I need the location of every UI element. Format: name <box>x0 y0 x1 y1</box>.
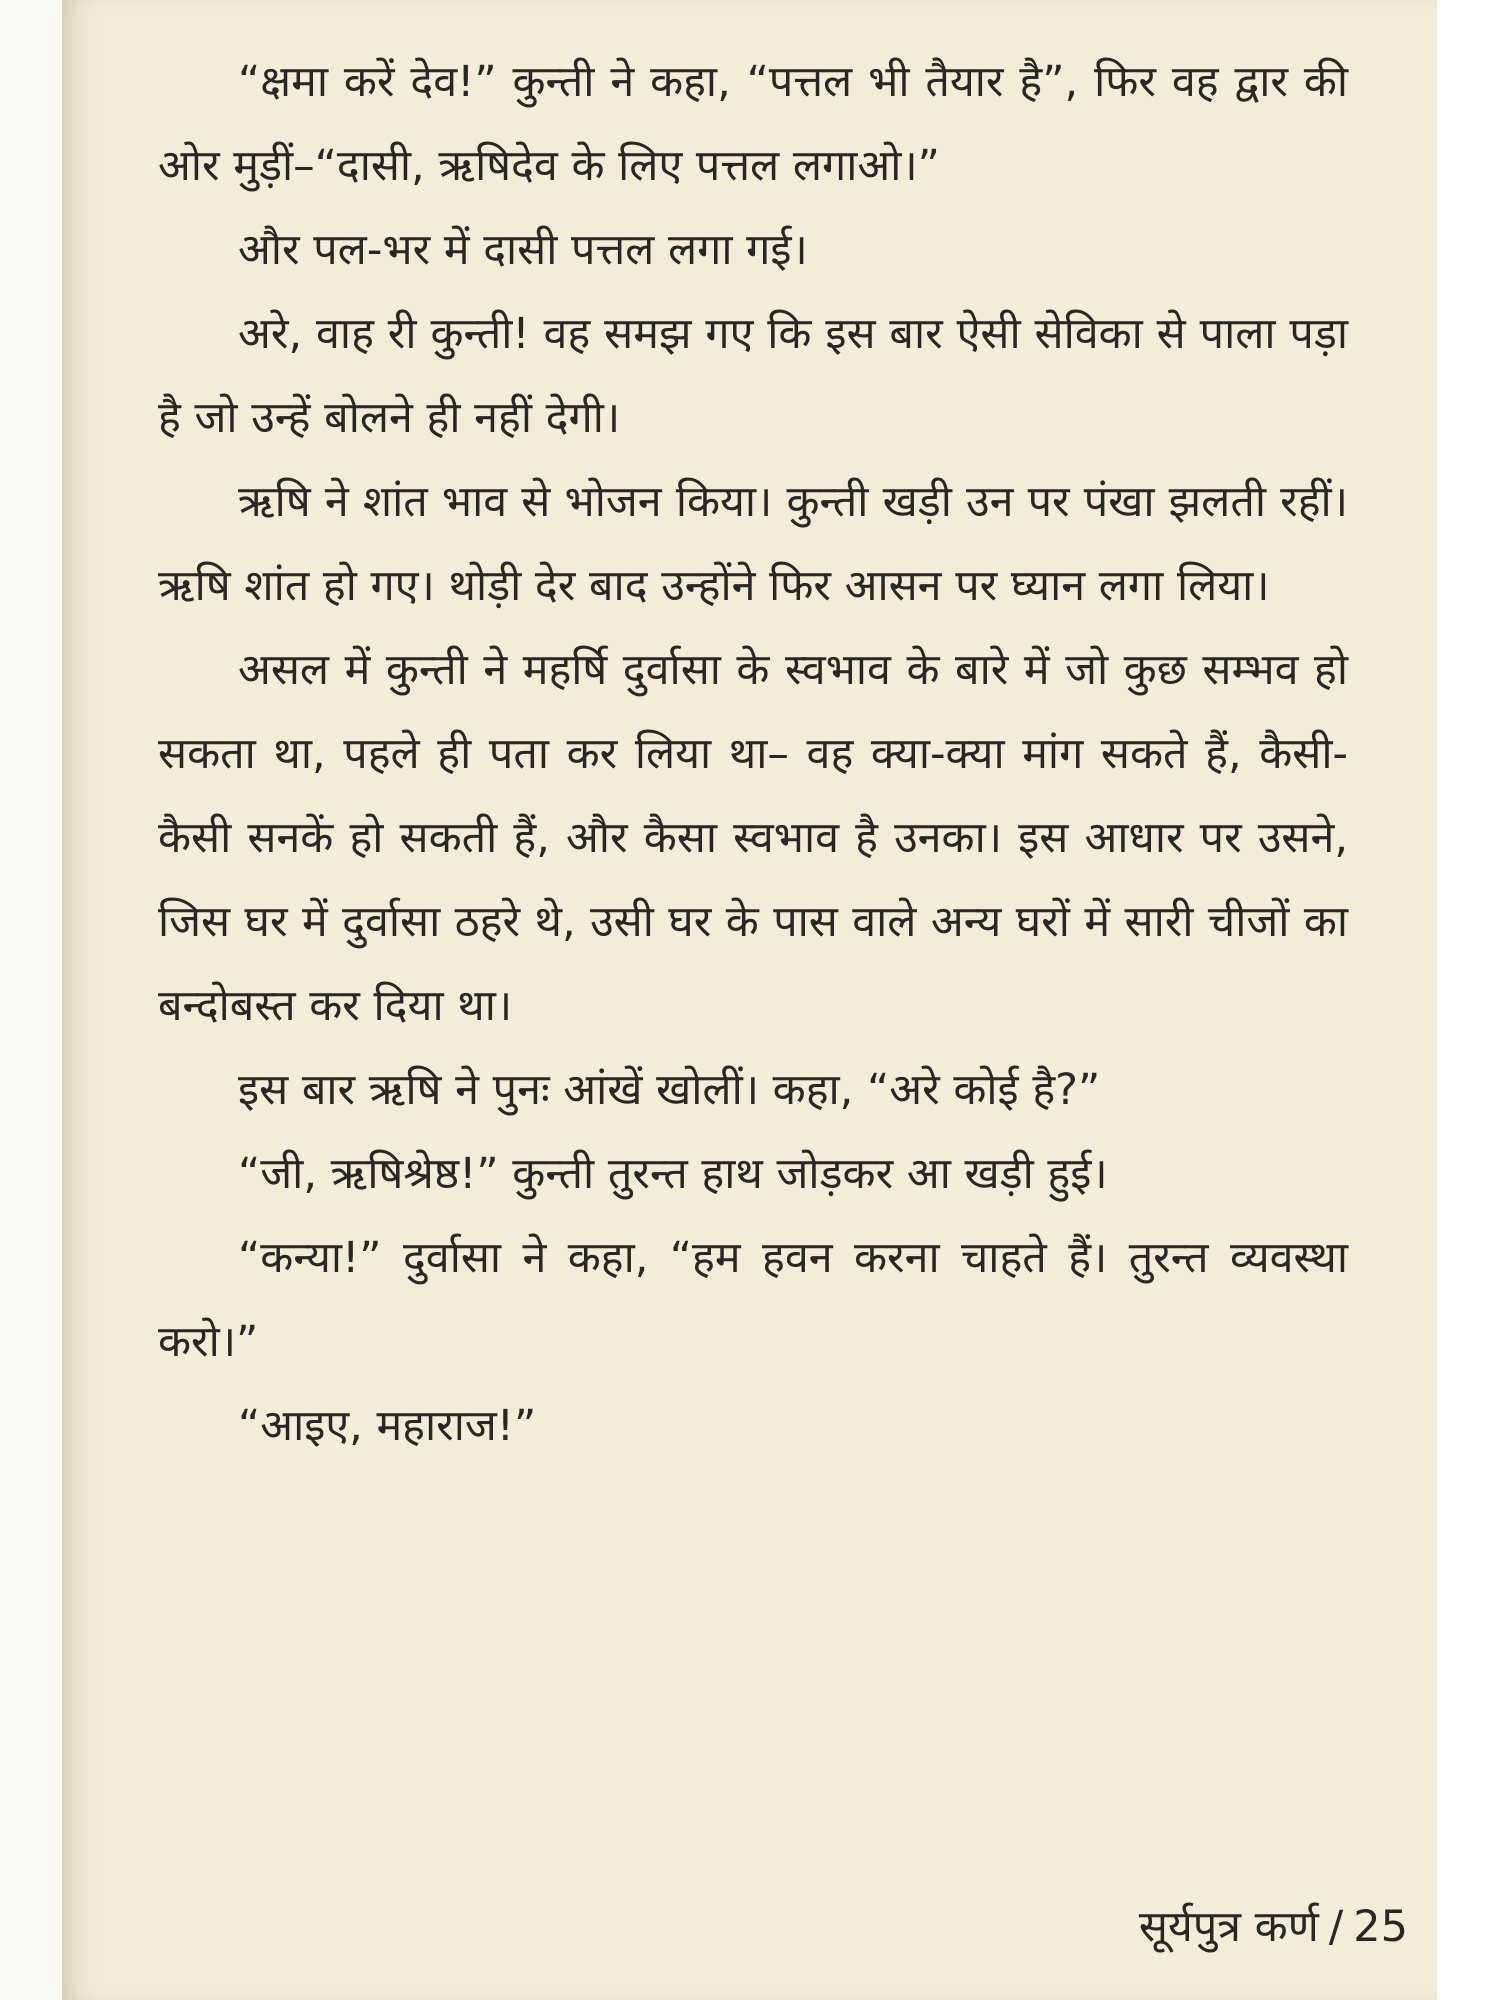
footer-separator: / <box>1328 1902 1344 1952</box>
paragraph: “क्षमा करें देव!” कुन्ती ने कहा, “पत्तल भी तैयार है”, फिर वह द्वार की ओर मुड़ीं–“दासी, ऋषिदेव के लिए पत्तल लगाओ।” <box>158 57 1348 191</box>
paragraph: और पल-भर में दासी पत्तल लगा गई। <box>238 225 808 275</box>
book-title: सूर्यपुत्र कर्ण <box>1138 1902 1319 1952</box>
paragraph: “कन्या!” दुर्वासा ने कहा, “हम हवन करना चाहते हैं। तुरन्त व्यवस्था करो।” <box>158 1233 1348 1367</box>
paragraph: असल में कुन्ती ने महर्षि दुर्वासा के स्वभाव के बारे में जो कुछ सम्भव हो सकता था, पहले ही पता कर लिया था– वह क्या-क्या मांग सकते हैं, कैसी-कैसी सनकें हो सकती हैं, और कैसा स्वभाव है उनका। इस आधार पर उसने, जिस घर में दुर्वासा ठहरे थे, उसी घर के पास वाले अन्य घरों में सारी चीजों का बन्दोबस्त कर दिया था। <box>158 645 1348 1031</box>
paragraph: ऋषि ने शांत भाव से भोजन किया। कुन्ती खड़ी उन पर पंखा झलती रहीं। ऋषि शांत हो गए। थोड़ी देर बाद उन्होंने फिर आसन पर घ्यान लगा लिया। <box>158 477 1348 611</box>
page-margin <box>0 0 62 2000</box>
paragraph: अरे, वाह री कुन्ती! वह समझ गए कि इस बार ऐसी सेविका से पाला पड़ा है जो उन्हें बोलने ही नहीं देगी। <box>158 309 1348 443</box>
page-footer <box>1139 1895 1408 1954</box>
paragraph: इस बार ऋषि ने पुनः आंखें खोलीं। कहा, “अरे कोई है?” <box>238 1065 1101 1115</box>
page-number: 25 <box>1353 1902 1408 1952</box>
body-text <box>158 40 1348 1468</box>
paragraph: “आइए, महाराज!” <box>238 1401 537 1451</box>
paragraph: “जी, ऋषिश्रेष्ठ!” कुन्ती तुरन्त हाथ जोड़कर आ खड़ी हुई। <box>238 1149 1108 1199</box>
